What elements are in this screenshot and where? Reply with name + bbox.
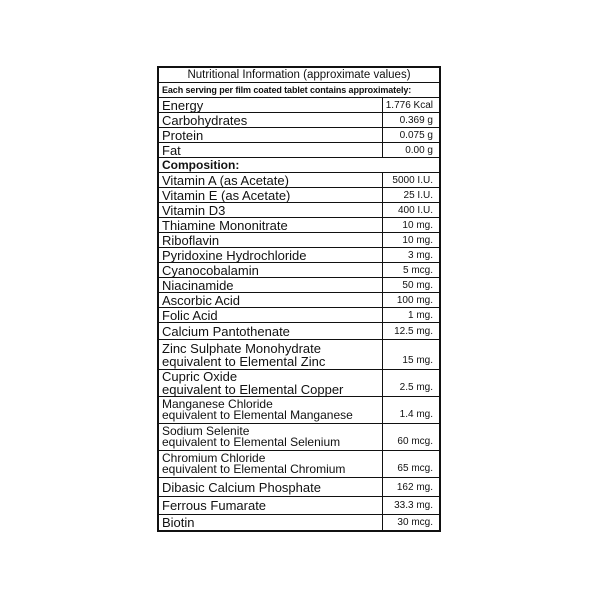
table-row <box>159 218 439 233</box>
ingredient-name: Biotin <box>162 515 195 530</box>
nutrient-value: 0.00 g <box>382 143 439 157</box>
ingredient-name <box>162 340 378 369</box>
ingredient-value: 65 mcg. <box>382 451 439 477</box>
header-row <box>159 68 439 83</box>
ingredient-name: Dibasic Calcium Phosphate <box>162 479 321 495</box>
serving-note: Each serving per film coated tablet contains approximately: <box>162 85 412 95</box>
ingredient-value: 50 mg. <box>382 278 439 292</box>
subheader-row <box>159 83 439 98</box>
ingredient-value: 12.5 mg. <box>382 323 439 339</box>
ingredient-name: Thiamine Mononitrate <box>162 218 288 232</box>
ingredient-value: 15 mg. <box>382 340 439 369</box>
ingredient-name: Vitamin A (as Acetate) <box>162 173 289 187</box>
ingredient-name: Niacinamide <box>162 278 234 292</box>
ingredient-name: Riboflavin <box>162 233 220 247</box>
ingredient-name-line1: Manganese Chloride <box>162 397 273 411</box>
nutrient-value: 1.776 Kcal <box>382 98 439 112</box>
table-row <box>159 113 439 128</box>
nutrient-name: Protein <box>162 128 204 142</box>
table-row <box>159 173 439 188</box>
table-row <box>159 188 439 203</box>
ingredient-name <box>162 397 378 423</box>
table-row <box>159 128 439 143</box>
nutrition-label <box>157 66 441 532</box>
ingredient-value: 2.5 mg. <box>382 370 439 396</box>
ingredient-value: 25 I.U. <box>382 188 439 202</box>
ingredient-name-line1: Zinc Sulphate Monohydrate <box>162 340 321 356</box>
ingredient-value: 60 mcg. <box>382 424 439 450</box>
ingredient-name-line2: equivalent to Elemental Zinc <box>162 353 326 369</box>
ingredient-value: 5000 I.U. <box>382 173 439 187</box>
ingredient-name: Folic Acid <box>162 308 218 322</box>
ingredient-name-line2: equivalent to Elemental Copper <box>162 382 344 396</box>
nutrient-name: Fat <box>162 143 181 157</box>
nutrient-value: 0.075 g <box>382 128 439 142</box>
ingredient-name: Pyridoxine Hydrochloride <box>162 248 307 262</box>
table-row <box>159 248 439 263</box>
table-row <box>159 203 439 218</box>
ingredient-name: Calcium Pantothenate <box>162 323 290 339</box>
ingredient-value: 10 mg. <box>382 218 439 232</box>
ingredient-name-line2: equivalent to Elemental Manganese <box>162 408 353 422</box>
ingredient-name <box>162 424 378 450</box>
table-row <box>159 98 439 113</box>
ingredient-name: Cyanocobalamin <box>162 263 259 277</box>
table-row <box>159 497 439 515</box>
table-row <box>159 515 439 530</box>
table-row <box>159 478 439 497</box>
ingredient-name: Ascorbic Acid <box>162 293 241 307</box>
ingredient-name-line1: Sodium Selenite <box>162 424 250 438</box>
table-row <box>159 424 439 451</box>
ingredient-value: 5 mcg. <box>382 263 439 277</box>
nutrient-value: 0.369 g <box>382 113 439 127</box>
nutrient-name: Carbohydrates <box>162 113 248 127</box>
composition-header-row <box>159 158 439 173</box>
table-row <box>159 323 439 340</box>
ingredient-value: 10 mg. <box>382 233 439 247</box>
table-row <box>159 370 439 397</box>
ingredient-name: Vitamin D3 <box>162 203 226 217</box>
table-row <box>159 397 439 424</box>
table-row <box>159 233 439 248</box>
table-row <box>159 143 439 158</box>
label-title: Nutritional Information (approximate values) <box>187 69 411 81</box>
table-row <box>159 278 439 293</box>
composition-heading: Composition: <box>162 158 240 172</box>
ingredient-value: 400 I.U. <box>382 203 439 217</box>
ingredient-name-line2: equivalent to Elemental Selenium <box>162 435 341 449</box>
nutrient-name: Energy <box>162 98 204 112</box>
ingredient-value: 100 mg. <box>382 293 439 307</box>
table-row <box>159 451 439 478</box>
ingredient-value: 1.4 mg. <box>382 397 439 423</box>
ingredient-name-line2: equivalent to Elemental Chromium <box>162 462 346 476</box>
ingredient-name <box>162 451 378 477</box>
table-row <box>159 340 439 370</box>
table-row <box>159 308 439 323</box>
table-row <box>159 293 439 308</box>
ingredient-value: 162 mg. <box>382 478 439 496</box>
table-row <box>159 263 439 278</box>
ingredient-value: 30 mcg. <box>382 515 439 530</box>
ingredient-name: Vitamin E (as Acetate) <box>162 188 291 202</box>
ingredient-value: 33.3 mg. <box>382 497 439 514</box>
ingredient-name: Ferrous Fumarate <box>162 498 267 513</box>
ingredient-name-line1: Cupric Oxide <box>162 370 238 384</box>
ingredient-name <box>162 370 378 396</box>
ingredient-value: 1 mg. <box>382 308 439 322</box>
ingredient-value: 3 mg. <box>382 248 439 262</box>
ingredient-name-line1: Chromium Chloride <box>162 451 266 465</box>
